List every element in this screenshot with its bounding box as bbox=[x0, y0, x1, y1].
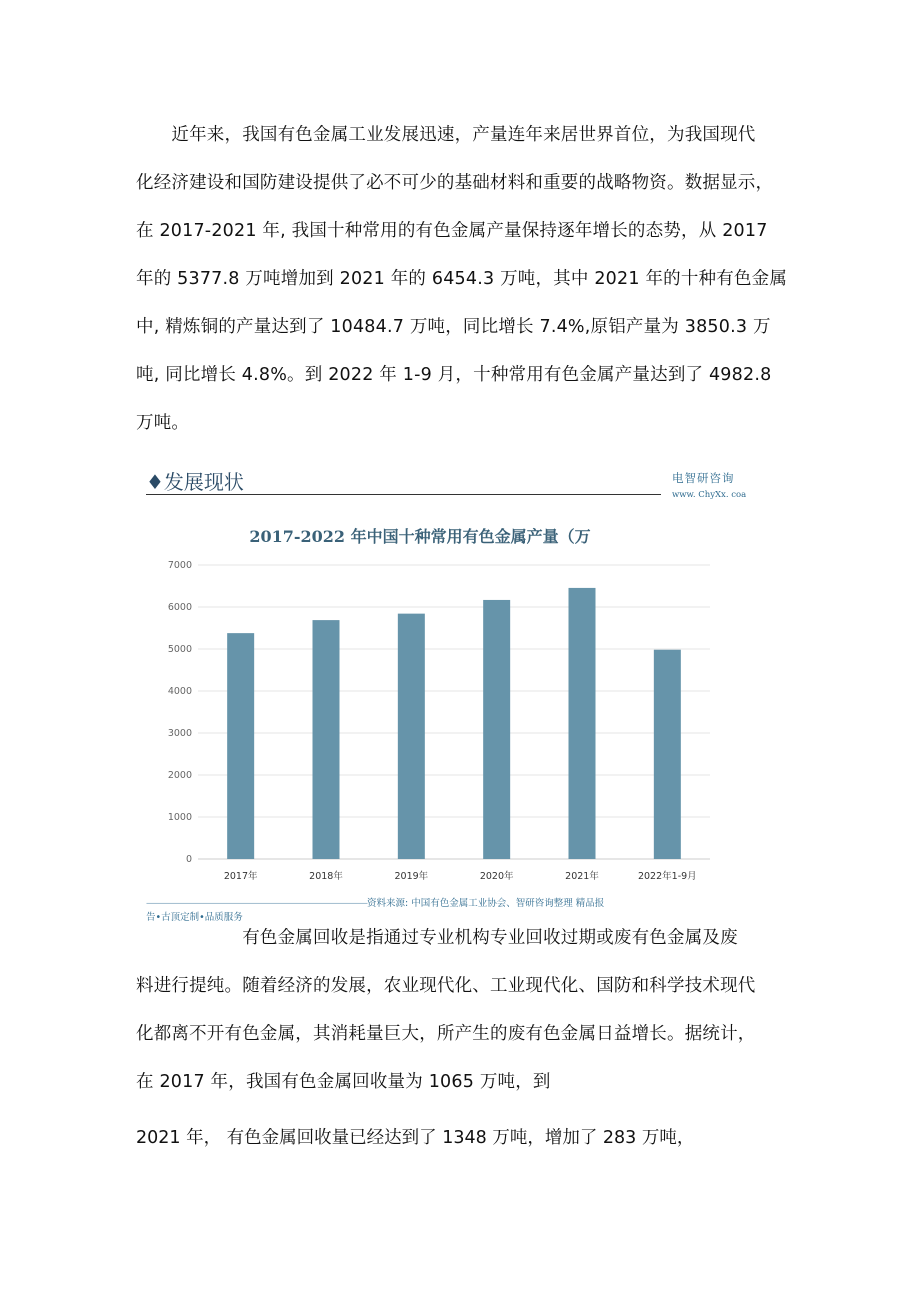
section-header bbox=[146, 466, 661, 495]
paragraph-line: 在 2017-2021 年, 我国十种常用的有色金属产量保持逐年增长的态势，从 2017 bbox=[136, 221, 768, 241]
y-tick-label: 5000 bbox=[167, 644, 192, 655]
source-note bbox=[146, 895, 604, 909]
chart-title: 2017-2022 年中国十种常用有色金属产量（万 bbox=[249, 527, 591, 546]
paragraph-line: 在 2017 年，我国有色金属回收量为 1065 万吨，到 bbox=[136, 1072, 551, 1092]
intro-paragraph bbox=[136, 111, 796, 447]
brand-url: www. ChyXx. coa bbox=[672, 490, 747, 500]
source-dashes: —————————————————————————— bbox=[146, 898, 367, 909]
paragraph-line: 吨, 同比增长 4.8%。到 2022 年 1-9 月，十种常用有色金属产量达到了 4982.8 bbox=[136, 365, 772, 385]
bar-2022年1-9月 bbox=[654, 650, 681, 859]
paragraph-line: 化都离不开有色金属，其消耗量巨大，所产生的废有色金属日益增长。据统计， bbox=[136, 1024, 756, 1044]
x-tick-label: 2020年 bbox=[479, 871, 514, 882]
paragraph-line: 2021 年， 有色金属回收量已经达到了 1348 万吨，增加了 283 万吨， bbox=[136, 1128, 695, 1148]
paragraph-line: 近年来，我国有色金属工业发展迅速，产量连年来居世界首位，为我国现代 bbox=[136, 125, 756, 145]
x-tick-label: 2021年 bbox=[565, 871, 599, 882]
y-tick-label: 2000 bbox=[167, 770, 192, 781]
y-tick-label: 1000 bbox=[167, 812, 192, 823]
paragraph-line: 年的 5377.8 万吨增加到 2021 年的 6454.3 万吨，其中 2021 年的十种有色金属 bbox=[136, 269, 788, 289]
paragraph-line: 料进行提纯。随着经济的发展，农业现代化、工业现代化、国防和科学技术现代 bbox=[136, 976, 756, 996]
source-text: 资料来源: 中国有色金属工业协会、智研咨询整理 精品报 bbox=[367, 898, 605, 909]
paragraph-line: 有色金属回收是指通过专业机构专业回收过期或废有色金属及废 bbox=[136, 928, 738, 948]
y-tick-label: 4000 bbox=[167, 686, 192, 697]
y-tick-label: 3000 bbox=[167, 728, 192, 739]
x-tick-label: 2022年1-9月 bbox=[637, 871, 697, 882]
recycling-paragraph bbox=[136, 914, 796, 1106]
paragraph-line: 中, 精炼铜的产量达到了 10484.7 万吨，同比增长 7.4%,原铝产量为 3850.3 万 bbox=[136, 317, 771, 337]
bar-2019年 bbox=[398, 614, 425, 859]
bar-chart bbox=[138, 515, 738, 895]
section-title: ♦发展现状 bbox=[146, 470, 244, 494]
y-tick-label: 6000 bbox=[167, 602, 192, 613]
source-note-continued: 告•古顶定制•品质服务 bbox=[146, 912, 243, 923]
x-tick-label: 2018年 bbox=[309, 871, 343, 882]
paragraph-line: 化经济建设和国防建设提供了必不可少的基础材料和重要的战略物资。数据显示， bbox=[136, 173, 774, 193]
x-tick-label: 2019年 bbox=[394, 871, 429, 882]
paragraph-line: 万吨。 bbox=[136, 413, 190, 433]
brand-name: 电智研咨询 bbox=[672, 471, 735, 485]
bar-2020年 bbox=[483, 600, 510, 859]
bar-2021年 bbox=[569, 588, 596, 859]
brand-logo bbox=[672, 470, 746, 500]
x-tick-label: 2017年 bbox=[223, 871, 258, 882]
bar-2018年 bbox=[313, 620, 340, 859]
bar-chart-svg bbox=[138, 515, 738, 895]
y-tick-label: 7000 bbox=[167, 560, 192, 571]
bar-2017年 bbox=[227, 633, 254, 859]
y-tick-label: 0 bbox=[185, 854, 192, 865]
